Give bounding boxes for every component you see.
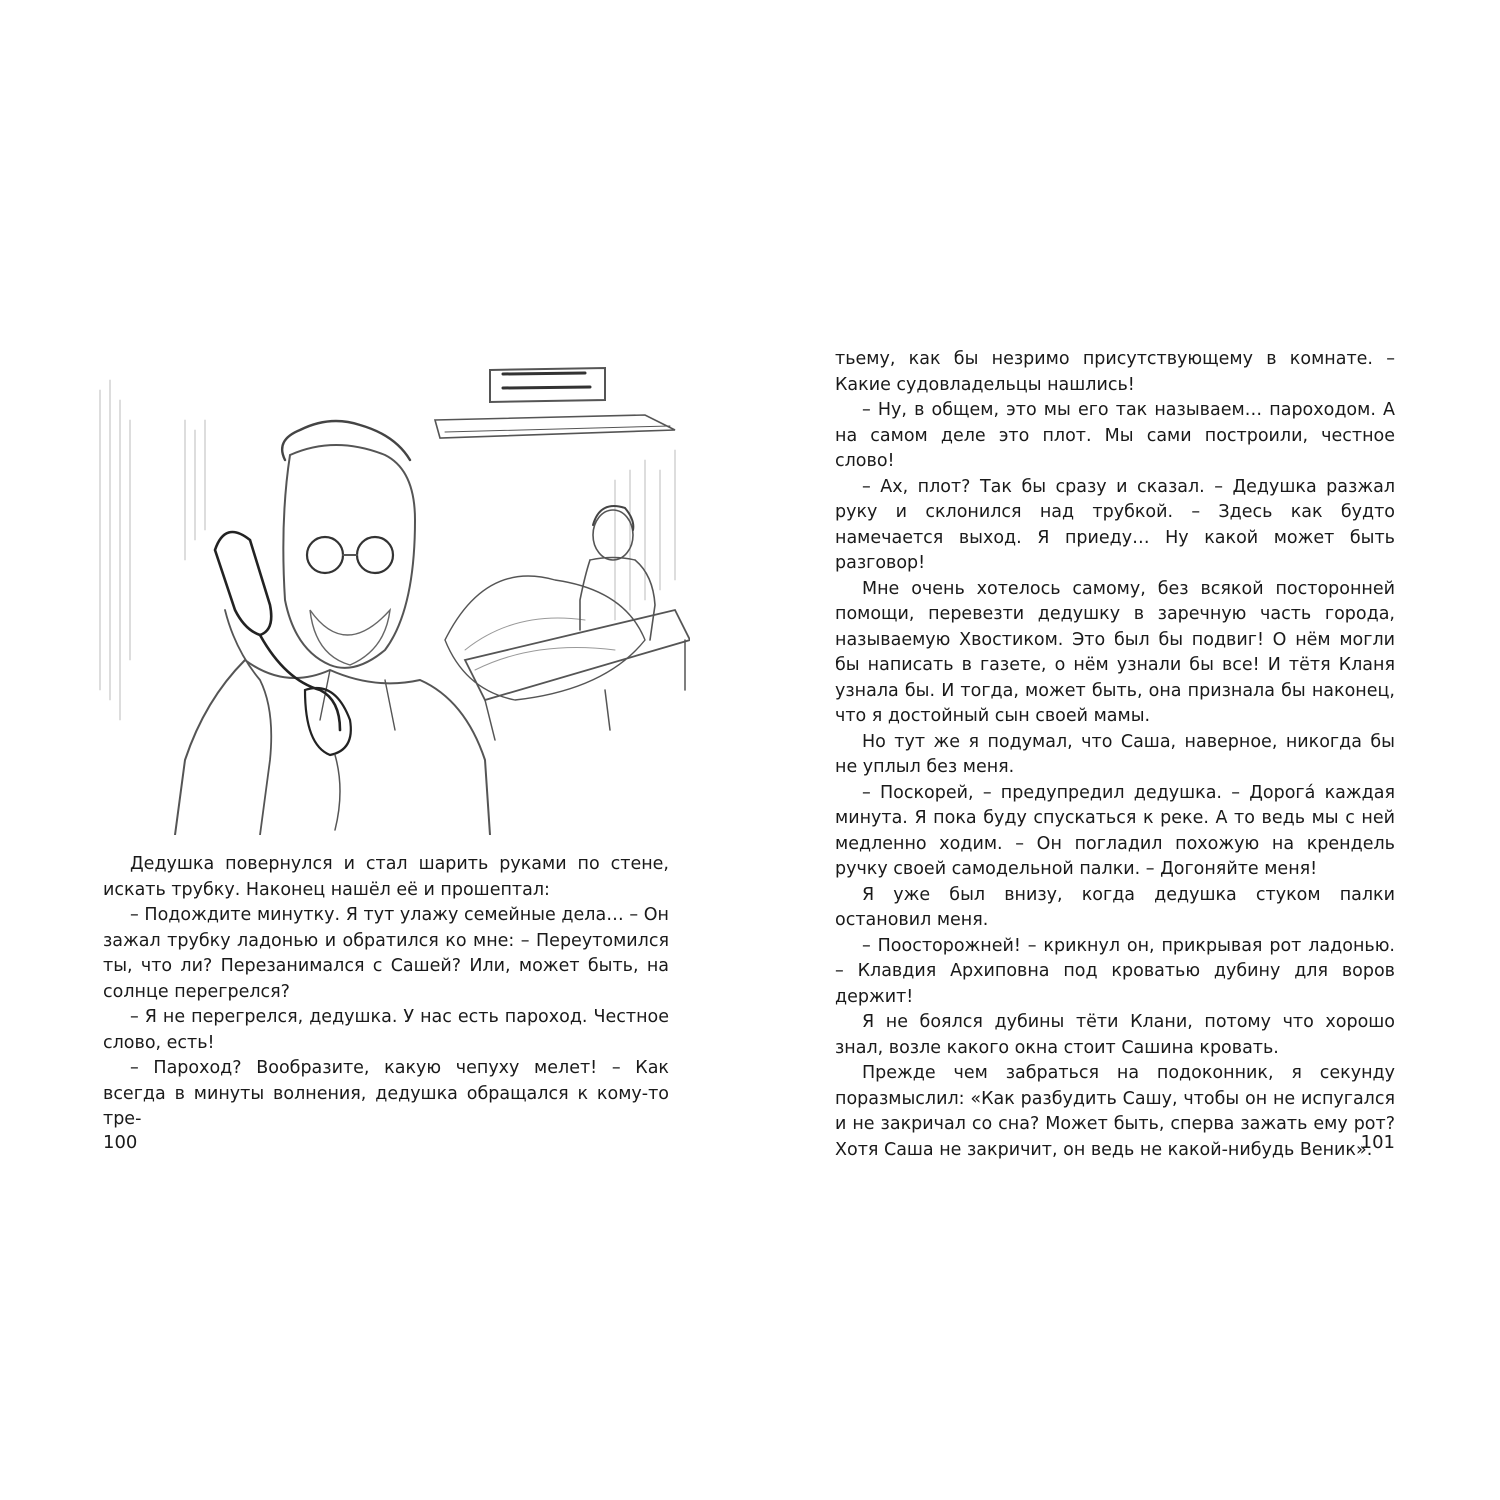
paragraph: – Ну, в общем, это мы его так называем… пароходом. А на самом деле это плот. Мы сами построили, честное слово! [835, 400, 1395, 471]
paragraph: – Подождите минутку. Я тут улажу семейные дела… – Он зажал трубку ладонью и обратился ко мне: – Переутомился ты, что ли? Перезанимался с Сашей? Или, может быть, на солнце перегрелся? [103, 905, 669, 1002]
boy-sketch [580, 506, 655, 640]
paragraph: – Поосторожней! – крикнул он, прикрывая рот ладонью. – Клавдия Архиповна под кроватью дубину для воров держит! [835, 935, 1395, 1007]
paragraph: – Я не перегрелся, дедушка. У нас есть пароход. Честное слово, есть! [103, 1007, 669, 1053]
paragraph: – Пароход? Вообразите, какую чепуху мелет! – Как всегда в минуты волнения, дедушка обращался к кому-то тре- [103, 1058, 669, 1129]
right-page [750, 0, 1500, 1500]
page-number: 101 [1360, 1132, 1395, 1153]
paragraph: Мне очень хотелось самому, без всякой посторонней помощи, перевезти дедушку в заречную часть города, называемую Хвостиком. Это был бы подвиг! О нём могли бы написать в газете, о нём узнали бы все! И тётя Кланя узнала бы. И тогда, может быть, она признала бы наконец, что я достойный сын своей мамы. [835, 578, 1395, 726]
paragraph: тьему, как бы незримо присутствующему в комнате. – Какие судовладельцы нашлись! [835, 349, 1395, 395]
page-number: 100 [103, 1132, 138, 1153]
paragraph: Прежде чем забраться на подоконник, я секунду поразмыслил: «Как разбудить Сашу, чтобы он не испугался и не закричал со сна? Может быть, сперва зажать ему рот? Хотя Саша не закричит, он ведь не какой-нибудь Веник». [835, 1063, 1395, 1160]
illustration [85, 360, 690, 835]
paragraph: Я не боялся дубины тёти Клани, потому что хорошо знал, возле какого окна стоит Сашина кровать. [835, 1012, 1395, 1058]
body-text-right [835, 347, 1395, 1163]
paragraph: Дедушка повернулся и стал шарить руками по стене, искать трубку. Наконец нашёл её и прошептал: [103, 854, 669, 900]
bed-sketch [445, 576, 690, 740]
paragraph: Я уже был внизу, когда дедушка стуком палки остановил меня. [835, 884, 1395, 930]
paragraph: – Ах, плот? Так бы сразу и сказал. – Дедушка разжал руку и склонился над трубкой. – Здесь как будто намечается выход. Я приеду… Ну какой может быть разговор! [835, 476, 1395, 573]
window-sketch [435, 368, 675, 438]
body-text-left [103, 852, 669, 1133]
grandfather-sketch [175, 421, 490, 835]
paragraph: Но тут же я подумал, что Саша, наверное, никогда бы не уплыл без меня. [835, 731, 1395, 777]
paragraph: – Поскорей, – предупредил дедушка. – Дорога́ каждая минута. Я пока буду спускаться к реке. А то ведь мы с ней медленно ходим. – Он погладил похожую на крендель ручку своей самодельной палки. – Догоняйте меня! [835, 782, 1395, 879]
